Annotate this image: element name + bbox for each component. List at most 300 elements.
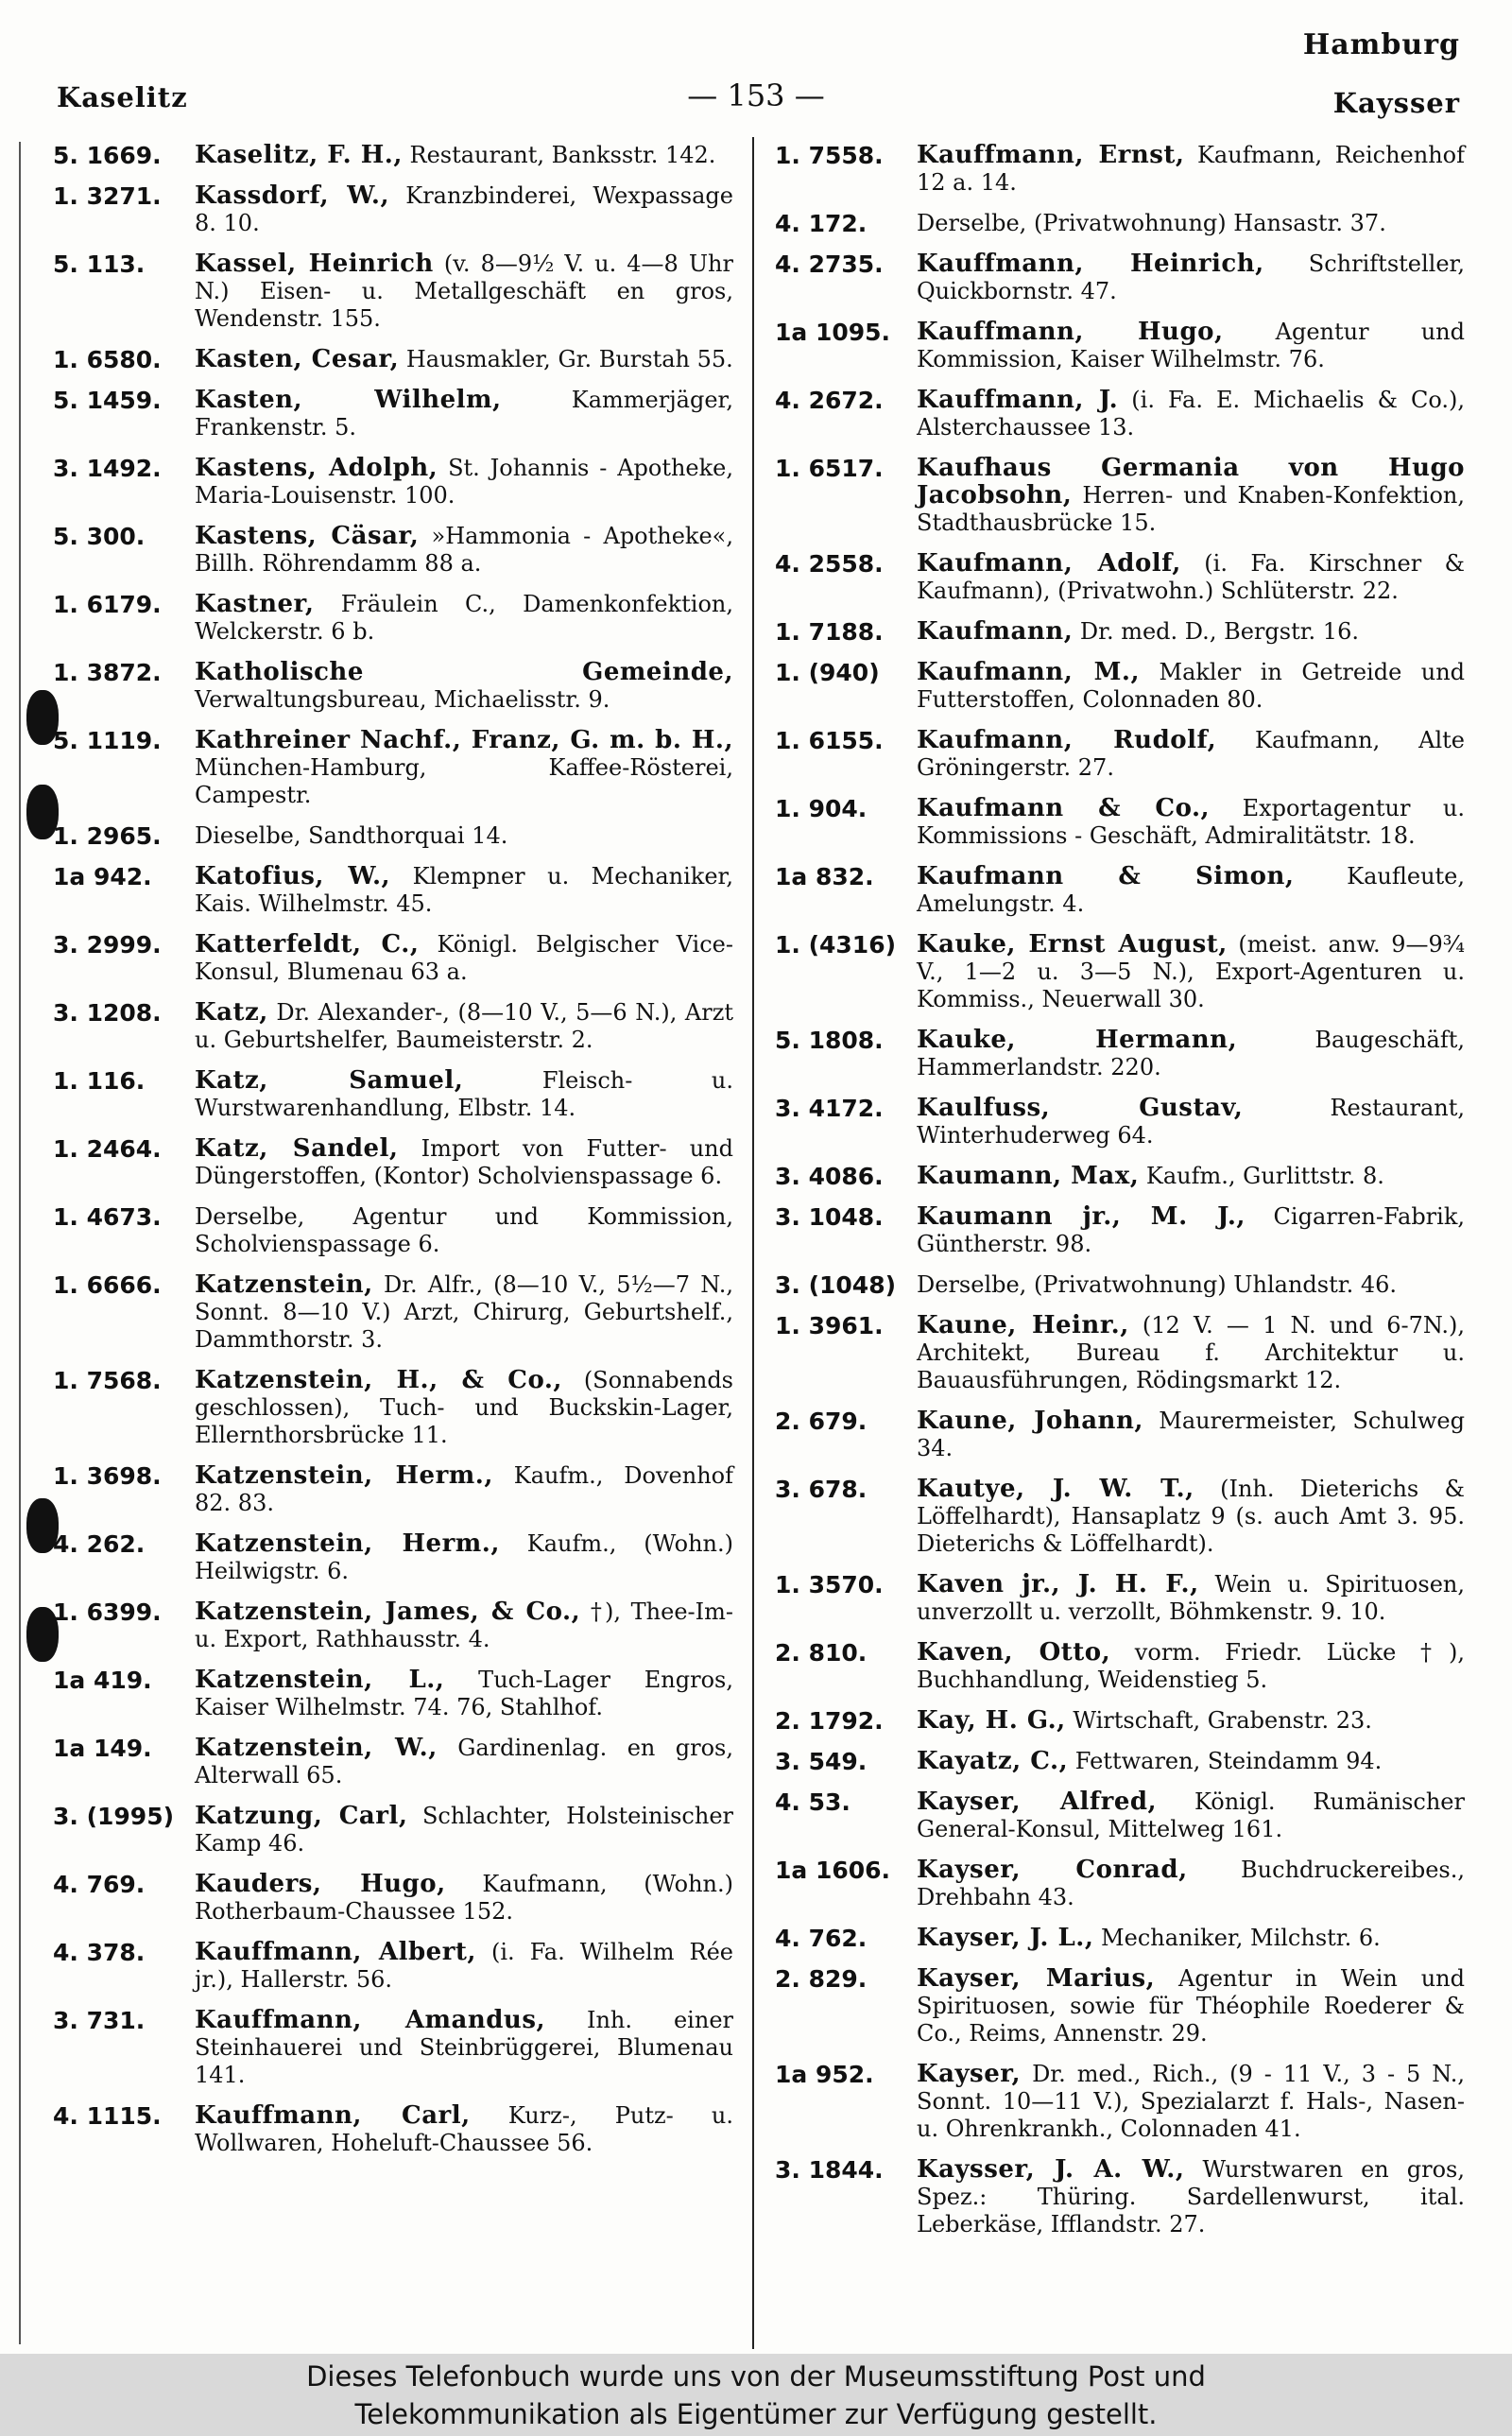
subscriber-name: Katz, Sandel, xyxy=(195,1134,399,1163)
subscriber-name: Kaysser, J. A. W., xyxy=(917,2155,1185,2184)
subscriber-name: Kasten, Wilhelm, xyxy=(195,386,502,414)
subscriber-details: Klempner u. Mechaniker, Kais. Wilhelmstr. 45. xyxy=(195,863,733,917)
entry-text xyxy=(195,182,733,237)
subscriber-name: Kaune, Johann, xyxy=(917,1407,1143,1435)
subscriber-name: Kaselitz, F. H., xyxy=(195,141,403,169)
subscriber-details: Restaurant, Banksstr. 142. xyxy=(402,142,716,168)
phone-number: 3. 731. xyxy=(53,2007,146,2034)
subscriber-details: Import von Futter- und Düngerstoffen, (Kontor) Scholvienspassage 6. xyxy=(195,1135,734,1189)
subscriber-details: Schlachter, Holsteinischer Kamp 46. xyxy=(195,1803,733,1857)
directory-entry xyxy=(53,1803,733,1857)
subscriber-name: Kaune, Heinr., xyxy=(917,1311,1129,1339)
entry-text xyxy=(195,251,733,333)
page-edge-line xyxy=(19,142,21,2344)
directory-entry xyxy=(775,251,1465,305)
subscriber-details: München-Hamburg, Kaffee-Rösterei, Campestr. xyxy=(195,754,733,808)
subscriber-name: Kautye, J. W. T., xyxy=(917,1475,1194,1503)
subscriber-details: Herren- und Knaben-Konfektion, Stadthausbrücke 15. xyxy=(917,482,1465,536)
directory-entry xyxy=(53,455,733,510)
directory-entry xyxy=(53,1135,733,1190)
phone-number: 4. 172. xyxy=(775,210,868,237)
phone-number: 3. 678. xyxy=(775,1476,868,1503)
subscriber-name: Kauffmann, Heinrich, xyxy=(917,250,1264,278)
subscriber-details: Agentur und Kommission, Kaiser Wilhelmstr. 76. xyxy=(917,319,1465,372)
directory-entry xyxy=(775,1788,1465,1843)
phone-number: 4. 762. xyxy=(775,1925,868,1952)
phone-number: 1. (4316) xyxy=(775,931,897,959)
phone-number: 3. 1208. xyxy=(53,999,162,1027)
right-column xyxy=(775,142,1465,2344)
phone-number: 1. 6399. xyxy=(53,1598,162,1626)
subscriber-details: Fettwaren, Steindamm 94. xyxy=(1068,1748,1383,1774)
subscriber-details: »Hammonia - Apotheke«, Billh. Röhrendamm 88 a. xyxy=(195,523,733,577)
entry-text xyxy=(195,1271,733,1354)
directory-entry xyxy=(775,2061,1465,2143)
directory-entry xyxy=(775,1925,1465,1952)
subscriber-name: Kastens, Adolph, xyxy=(195,454,438,482)
entry-text xyxy=(195,346,733,373)
subscriber-details: Wein u. Spirituosen, unverzollt u. verzollt, Böhmkenstr. 9. 10. xyxy=(917,1571,1465,1625)
subscriber-name: Kaufmann & Co., xyxy=(917,794,1211,822)
phone-number: 1. 3961. xyxy=(775,1312,884,1339)
subscriber-name: Kauffmann, J. xyxy=(917,386,1119,414)
entry-text xyxy=(917,1965,1465,2047)
entry-text xyxy=(195,1598,733,1653)
phone-number: 3. (1048) xyxy=(775,1271,897,1299)
subscriber-details: Verwaltungsbureau, Michaelisstr. 9. xyxy=(195,686,610,713)
phone-number: 5. 113. xyxy=(53,251,146,278)
subscriber-name: Kauffmann, Carl, xyxy=(195,2101,471,2130)
entry-text xyxy=(917,1027,1465,1081)
subscriber-details: Kaufm., Dovenhof 82. 83. xyxy=(195,1462,733,1516)
entry-text xyxy=(195,931,733,986)
phone-number: 4. 2558. xyxy=(775,550,884,578)
subscriber-name: Kaufmann, Rudolf, xyxy=(917,726,1217,754)
subscriber-name: Kaufhaus Germania von Hugo Jacobsohn, xyxy=(917,454,1465,510)
phone-number: 5. 1459. xyxy=(53,387,162,414)
phone-number: 4. 2672. xyxy=(775,387,884,414)
subscriber-details: Exportagentur u. Kommissions - Geschäft, Admiralitätstr. 18. xyxy=(917,795,1465,849)
subscriber-name: Kayser, Alfred, xyxy=(917,1788,1158,1816)
subscriber-name: Kayser, xyxy=(917,2060,1022,2088)
entry-text xyxy=(917,795,1465,850)
phone-number: 1. 6580. xyxy=(53,346,162,373)
phone-number: 3. 4172. xyxy=(775,1095,884,1122)
entry-text xyxy=(195,727,733,809)
subscriber-name: Kayser, Marius, xyxy=(917,1964,1156,1993)
entry-text xyxy=(917,550,1465,605)
phone-number: 1. 3570. xyxy=(775,1571,884,1598)
header-right-keyword: Kaysser xyxy=(1332,87,1460,119)
subscriber-details: Maurermeister, Schulweg 34. xyxy=(917,1408,1465,1461)
entry-text xyxy=(195,2102,733,2157)
entry-text xyxy=(195,863,733,918)
directory-entry xyxy=(775,1312,1465,1394)
entry-text xyxy=(195,1530,733,1585)
entry-text xyxy=(917,1271,1465,1299)
subscriber-name: Kaven, Otto, xyxy=(917,1638,1111,1667)
directory-entry xyxy=(775,210,1465,237)
subscriber-details: Derselbe, (Privatwohnung) Hansastr. 37. xyxy=(917,210,1386,236)
directory-entry xyxy=(775,550,1465,605)
subscriber-details: Schriftsteller, Quickbornstr. 47. xyxy=(917,251,1465,304)
subscriber-name: Kassdorf, W., xyxy=(195,181,390,210)
directory-entry xyxy=(53,1530,733,1585)
entry-text xyxy=(917,1312,1465,1394)
subscriber-name: Kay, H. G., xyxy=(917,1706,1066,1735)
phone-number: 1. 3872. xyxy=(53,659,162,686)
phone-number: 1a 1095. xyxy=(775,319,891,346)
directory-entry xyxy=(53,1871,733,1926)
subscriber-details: Dr. med. D., Bergstr. 16. xyxy=(1073,618,1359,645)
entry-text xyxy=(917,1857,1465,1911)
subscriber-name: Katzung, Carl, xyxy=(195,1802,408,1830)
subscriber-details: (i. Fa. Kirschner & Kaufmann), (Privatwohn.) Schlüterstr. 22. xyxy=(917,550,1465,604)
entry-text xyxy=(195,1367,733,1449)
entry-text xyxy=(917,1476,1465,1558)
subscriber-details: (i. Fa. Wilhelm Rée jr.), Hallerstr. 56. xyxy=(195,1939,734,1993)
phone-number: 1a 1606. xyxy=(775,1857,891,1884)
subscriber-details: (meist. anw. 9—9¾ V., 1—2 u. 3—5 N.), Export-Agenturen u. Kommiss., Neuerwall 30. xyxy=(917,931,1465,1012)
subscriber-name: Katzenstein, W., xyxy=(195,1734,438,1762)
directory-entry xyxy=(775,863,1465,918)
directory-entry xyxy=(53,1067,733,1122)
directory-entry xyxy=(775,1857,1465,1911)
subscriber-details: Gardinenlag. en gros, Alterwall 65. xyxy=(195,1735,733,1788)
subscriber-name: Kayatz, C., xyxy=(917,1747,1069,1775)
phone-number: 3. 549. xyxy=(775,1748,868,1775)
subscriber-details: Tuch-Lager Engros, Kaiser Wilhelmstr. 74. 76, Stahlhof. xyxy=(195,1667,733,1720)
phone-number: 1a 942. xyxy=(53,863,152,890)
subscriber-name: Katzenstein, H., & Co., xyxy=(195,1366,562,1394)
entry-text xyxy=(195,1871,733,1926)
entry-text xyxy=(917,1163,1465,1190)
subscriber-details: Restaurant, Winterhuderweg 64. xyxy=(917,1095,1465,1149)
subscriber-details: Fräulein C., Damenkonfektion, Welckerstr. 6 b. xyxy=(195,591,733,645)
subscriber-details: Makler in Getreide und Futterstoffen, Colonnaden 80. xyxy=(917,659,1466,713)
entry-text xyxy=(195,659,733,714)
phone-number: 5. 1808. xyxy=(775,1027,884,1054)
entry-text xyxy=(195,455,733,510)
phone-number: 1. 7558. xyxy=(775,142,884,169)
directory-entry xyxy=(775,1027,1465,1081)
subscriber-name: Kayser, J. L., xyxy=(917,1924,1094,1952)
directory-entry xyxy=(775,1271,1465,1299)
entry-text xyxy=(917,659,1465,714)
subscriber-details: Kaufleute, Amelungstr. 4. xyxy=(917,863,1466,917)
phone-number: 5. 1119. xyxy=(53,727,162,754)
entry-text xyxy=(917,1095,1465,1149)
directory-entry xyxy=(775,1163,1465,1190)
phone-number: 2. 1792. xyxy=(775,1707,884,1735)
subscriber-details: (Inh. Dieterichs & Löffelhardt), Hansaplatz 9 (s. auch Amt 3. 95. Dieterichs & Löffelhardt). xyxy=(917,1476,1465,1557)
phone-number: 2. 679. xyxy=(775,1408,868,1435)
phone-number: 3. 1048. xyxy=(775,1203,884,1231)
subscriber-name: Kassel, Heinrich xyxy=(195,250,434,278)
entry-text xyxy=(917,727,1465,782)
subscriber-details: Dr. Alfr., (8—10 V., 5½—7 N., Sonnt. 8—10 V.) Arzt, Chirurg, Geburtshelf., Dammthorstr. 3. xyxy=(195,1271,733,1353)
subscriber-details: Derselbe, Agentur und Kommission, Scholvienspassage 6. xyxy=(195,1203,733,1257)
phone-number: 3. 2999. xyxy=(53,931,162,959)
entry-text xyxy=(195,1135,733,1190)
phone-number: 1. 3271. xyxy=(53,182,162,210)
directory-entry xyxy=(53,863,733,918)
phone-number: 4. 2735. xyxy=(775,251,884,278)
subscriber-details: Kurz-, Putz- u. Wollwaren, Hoheluft-Chaussee 56. xyxy=(195,2102,733,2156)
phone-number: 1a 832. xyxy=(775,863,874,890)
entry-text xyxy=(917,142,1465,197)
entry-text xyxy=(195,1939,733,1994)
directory-entry xyxy=(775,1095,1465,1149)
subscriber-details: Mechaniker, Milchstr. 6. xyxy=(1093,1925,1381,1951)
entry-text xyxy=(195,591,733,646)
phone-number: 4. 262. xyxy=(53,1530,146,1558)
header-left-keyword: Kaselitz xyxy=(57,81,188,113)
subscriber-details: Wirtschaft, Grabenstr. 23. xyxy=(1065,1707,1372,1734)
subscriber-details: Cigarren-Fabrik, Güntherstr. 98. xyxy=(917,1203,1465,1257)
entry-text xyxy=(195,999,733,1054)
directory-entry xyxy=(775,1748,1465,1775)
directory-entry xyxy=(53,1598,733,1653)
directory-entry xyxy=(775,455,1465,537)
phone-number: 5. 300. xyxy=(53,523,146,550)
subscriber-details: †), Thee-Im- u. Export, Rathhausstr. 4. xyxy=(195,1598,734,1652)
subscriber-name: Kasten, Cesar, xyxy=(195,345,400,373)
entry-text xyxy=(195,2007,733,2089)
phone-number: 1. 6179. xyxy=(53,591,162,618)
entry-text xyxy=(917,1571,1465,1626)
directory-entry xyxy=(53,1367,733,1449)
entry-text xyxy=(917,618,1465,646)
page-header xyxy=(0,0,1512,142)
directory-entry xyxy=(53,1667,733,1721)
phone-number: 2. 829. xyxy=(775,1965,868,1993)
directory-entry xyxy=(775,319,1465,373)
subscriber-details: Fleisch- u. Wurstwarenhandlung, Elbstr. 14. xyxy=(195,1067,733,1121)
subscriber-name: Kayser, Conrad, xyxy=(917,1856,1188,1884)
directory-entry xyxy=(53,1462,733,1517)
phone-number: 1. 6517. xyxy=(775,455,884,482)
entry-text xyxy=(195,1067,733,1122)
phone-number: 1. 4673. xyxy=(53,1203,162,1231)
subscriber-details: Hausmakler, Gr. Burstah 55. xyxy=(399,346,733,372)
phone-number: 1. 6666. xyxy=(53,1271,162,1299)
subscriber-name: Katzenstein, Herm., xyxy=(195,1461,493,1490)
subscriber-name: Katholische Gemeinde, xyxy=(195,658,733,686)
subscriber-name: Kaven jr., J. H. F., xyxy=(917,1570,1199,1598)
entry-text xyxy=(917,251,1465,305)
entry-text xyxy=(195,1203,733,1258)
directory-entry xyxy=(53,387,733,441)
phone-number: 1. 6155. xyxy=(775,727,884,754)
subscriber-name: Katzenstein, Herm., xyxy=(195,1529,500,1558)
phone-number: 1a 419. xyxy=(53,1667,152,1694)
directory-entry xyxy=(775,931,1465,1013)
subscriber-details: Kaufmann, (Wohn.) Rotherbaum-Chaussee 152. xyxy=(195,1871,733,1925)
phone-number: 4. 53. xyxy=(775,1788,850,1816)
directory-entry xyxy=(53,2007,733,2089)
subscriber-details: Baugeschäft, Hammerlandstr. 220. xyxy=(917,1027,1465,1080)
subscriber-details: (v. 8—9½ V. u. 4—8 Uhr N.) Eisen- u. Metallgeschäft en gros, Wendenstr. 155. xyxy=(195,251,733,332)
entry-text xyxy=(917,2061,1465,2143)
directory-entry xyxy=(775,387,1465,441)
entry-text xyxy=(917,210,1465,237)
phone-number: 1a 952. xyxy=(775,2061,874,2088)
phone-number: 3. (1995) xyxy=(53,1803,175,1830)
directory-entry xyxy=(53,999,733,1054)
phone-number: 3. 1844. xyxy=(775,2156,884,2184)
subscriber-name: Kauke, Ernst August, xyxy=(917,930,1228,959)
subscriber-name: Kaulfuss, Gustav, xyxy=(917,1094,1244,1122)
subscriber-details: (12 V. — 1 N. und 6-7N.), Architekt, Bureau f. Architektur u. Bauausführungen, Rödingsmarkt 12. xyxy=(917,1312,1465,1393)
subscriber-details: Kaufmann, Alte Gröningerstr. 27. xyxy=(917,727,1465,781)
entry-text xyxy=(917,1925,1465,1952)
phone-number: 4. 1115. xyxy=(53,2102,162,2130)
directory-entry xyxy=(53,1939,733,1994)
subscriber-name: Katterfeldt, C., xyxy=(195,930,420,959)
subscriber-details: Wurstwaren en gros, Spez.: Thüring. Sardellenwurst, ital. Leberkäse, Ifflandstr. 27. xyxy=(917,2156,1465,2237)
entry-text xyxy=(195,1735,733,1789)
phone-number: 4. 769. xyxy=(53,1871,146,1898)
entry-text xyxy=(917,455,1465,537)
entry-text xyxy=(195,1803,733,1857)
subscriber-name: Kauffmann, Albert, xyxy=(195,1938,476,1966)
subscriber-name: Kastens, Cäsar, xyxy=(195,522,420,550)
subscriber-name: Kaumann, Max, xyxy=(917,1162,1140,1190)
subscriber-name: Kauffmann, Amandus, xyxy=(195,2006,546,2034)
subscriber-details: Buchdruckereibes., Drehbahn 43. xyxy=(917,1857,1466,1910)
phone-number: 1. 2965. xyxy=(53,822,162,850)
directory-entry xyxy=(53,1203,733,1258)
left-column xyxy=(53,142,733,2344)
footer-line-1: Dieses Telefonbuch wurde uns von der Museumsstiftung Post und xyxy=(306,2360,1206,2393)
directory-entry xyxy=(775,727,1465,782)
column-divider xyxy=(752,137,754,2349)
phone-number: 5. 1669. xyxy=(53,142,162,169)
directory-entry xyxy=(775,618,1465,646)
directory-entry xyxy=(775,1203,1465,1258)
directory-entry xyxy=(775,2156,1465,2238)
directory-entry xyxy=(53,182,733,237)
subscriber-name: Katzenstein, James, & Co., xyxy=(195,1598,581,1626)
directory-entry xyxy=(53,523,733,578)
directory-entry xyxy=(53,142,733,169)
directory-entry xyxy=(775,1476,1465,1558)
entry-text xyxy=(195,523,733,578)
phone-number: 1. 2464. xyxy=(53,1135,162,1163)
phone-number: 1. 7188. xyxy=(775,618,884,646)
subscriber-details: Derselbe, (Privatwohnung) Uhlandstr. 46. xyxy=(917,1271,1397,1298)
directory-entry xyxy=(775,1408,1465,1462)
subscriber-details: St. Johannis - Apotheke, Maria-Louisenstr. 100. xyxy=(195,455,734,509)
directory-entry xyxy=(53,591,733,646)
subscriber-details: Dieselbe, Sandthorquai 14. xyxy=(195,822,508,849)
subscriber-name: Kaufmann & Simon, xyxy=(917,862,1295,890)
subscriber-name: Kauffmann, Ernst, xyxy=(917,141,1185,169)
directory-entry xyxy=(53,659,733,714)
entry-text xyxy=(917,1203,1465,1258)
subscriber-details: Agentur in Wein und Spirituosen, sowie für Théophile Roederer & Co., Reims, Annenstr. 29. xyxy=(917,1965,1465,2047)
subscriber-name: Katz, xyxy=(195,998,268,1027)
subscriber-details: Inh. einer Steinhauerei und Steinbrüggerei, Blumenau 141. xyxy=(195,2007,733,2088)
subscriber-details: (i. Fa. E. Michaelis & Co.), Alsterchaussee 13. xyxy=(917,387,1465,441)
entry-text xyxy=(917,1408,1465,1462)
subscriber-name: Katzenstein, xyxy=(195,1270,373,1299)
subscriber-details: Königl. Belgischer Vice-Konsul, Blumenau 63 a. xyxy=(195,931,733,985)
directory-entry xyxy=(53,251,733,333)
entry-text xyxy=(917,931,1465,1013)
subscriber-details: Kaufm., Gurlittstr. 8. xyxy=(1139,1163,1384,1189)
phone-number: 4. 378. xyxy=(53,1939,146,1966)
phone-number: 1. 116. xyxy=(53,1067,146,1095)
phone-number: 1. 3698. xyxy=(53,1462,162,1490)
footer-notice xyxy=(0,2354,1512,2436)
footer-line-2: Telekommunikation als Eigentümer zur Verfügung gestellt. xyxy=(354,2398,1158,2430)
entry-text xyxy=(917,1748,1465,1775)
directory-entry xyxy=(53,931,733,986)
phone-number: 1a 149. xyxy=(53,1735,152,1762)
subscriber-name: Katofius, W., xyxy=(195,862,391,890)
entry-text xyxy=(917,1707,1465,1735)
subscriber-details: Kammerjäger, Frankenstr. 5. xyxy=(195,387,733,441)
directory-entry xyxy=(53,1271,733,1354)
subscriber-details: Kaufmann, Reichenhof 12 a. 14. xyxy=(917,142,1465,196)
entry-text xyxy=(195,142,733,169)
phone-number: 3. 4086. xyxy=(775,1163,884,1190)
entry-text xyxy=(195,822,733,850)
directory-entry xyxy=(775,1965,1465,2047)
directory-entry xyxy=(775,1571,1465,1626)
phone-number: 2. 810. xyxy=(775,1639,868,1667)
directory-entry xyxy=(53,1735,733,1789)
subscriber-name: Kathreiner Nachf., Franz, G. m. b. H., xyxy=(195,726,733,754)
subscriber-name: Katzenstein, L., xyxy=(195,1666,445,1694)
directory-entry xyxy=(53,727,733,809)
subscriber-details: Dr. med., Rich., (9 - 11 V., 3 - 5 N., Sonnt. 10—11 V.), Spezialarzt f. Hals-, Nasen- u. Ohrenkrankh., Colonnaden 41. xyxy=(917,2061,1465,2142)
phone-number: 1. 7568. xyxy=(53,1367,162,1394)
directory-entry xyxy=(775,1707,1465,1735)
subscriber-name: Kaufmann, xyxy=(917,617,1074,646)
directory-entry xyxy=(775,795,1465,850)
subscriber-name: Kaumann jr., M. J., xyxy=(917,1202,1246,1231)
entry-text xyxy=(917,1639,1465,1694)
entry-text xyxy=(195,387,733,441)
header-city: Hamburg xyxy=(1302,28,1460,61)
subscriber-name: Kauffmann, Hugo, xyxy=(917,318,1224,346)
directory-entry xyxy=(53,346,733,373)
subscriber-name: Kauke, Hermann, xyxy=(917,1026,1238,1054)
directory-entry xyxy=(775,659,1465,714)
entry-text xyxy=(917,1788,1465,1843)
directory-entry xyxy=(775,1639,1465,1694)
directory-entry xyxy=(53,2102,733,2157)
entry-text xyxy=(195,1667,733,1721)
subscriber-details: Dr. Alexander-, (8—10 V., 5—6 N.), Arzt u. Geburtshelfer, Baumeisterstr. 2. xyxy=(195,999,733,1053)
subscriber-details: Kaufm., (Wohn.) Heilwigstr. 6. xyxy=(195,1530,733,1584)
subscriber-details: (Sonnabends geschlossen), Tuch- und Buckskin-Lager, Ellernthorsbrücke 11. xyxy=(195,1367,733,1448)
directory-entry xyxy=(775,142,1465,197)
entry-text xyxy=(917,387,1465,441)
directory-entry xyxy=(53,822,733,850)
page-number: — 153 — xyxy=(687,78,825,113)
subscriber-name: Kastner, xyxy=(195,590,315,618)
subscriber-details: Königl. Rumänischer General-Konsul, Mittelweg 161. xyxy=(917,1788,1465,1842)
subscriber-name: Kaufmann, Adolf, xyxy=(917,549,1181,578)
subscriber-name: Katz, Samuel, xyxy=(195,1066,464,1095)
entry-text xyxy=(195,1462,733,1517)
entry-text xyxy=(917,319,1465,373)
subscriber-details: vorm. Friedr. Lücke †), Buchhandlung, Weidenstieg 5. xyxy=(917,1639,1465,1693)
